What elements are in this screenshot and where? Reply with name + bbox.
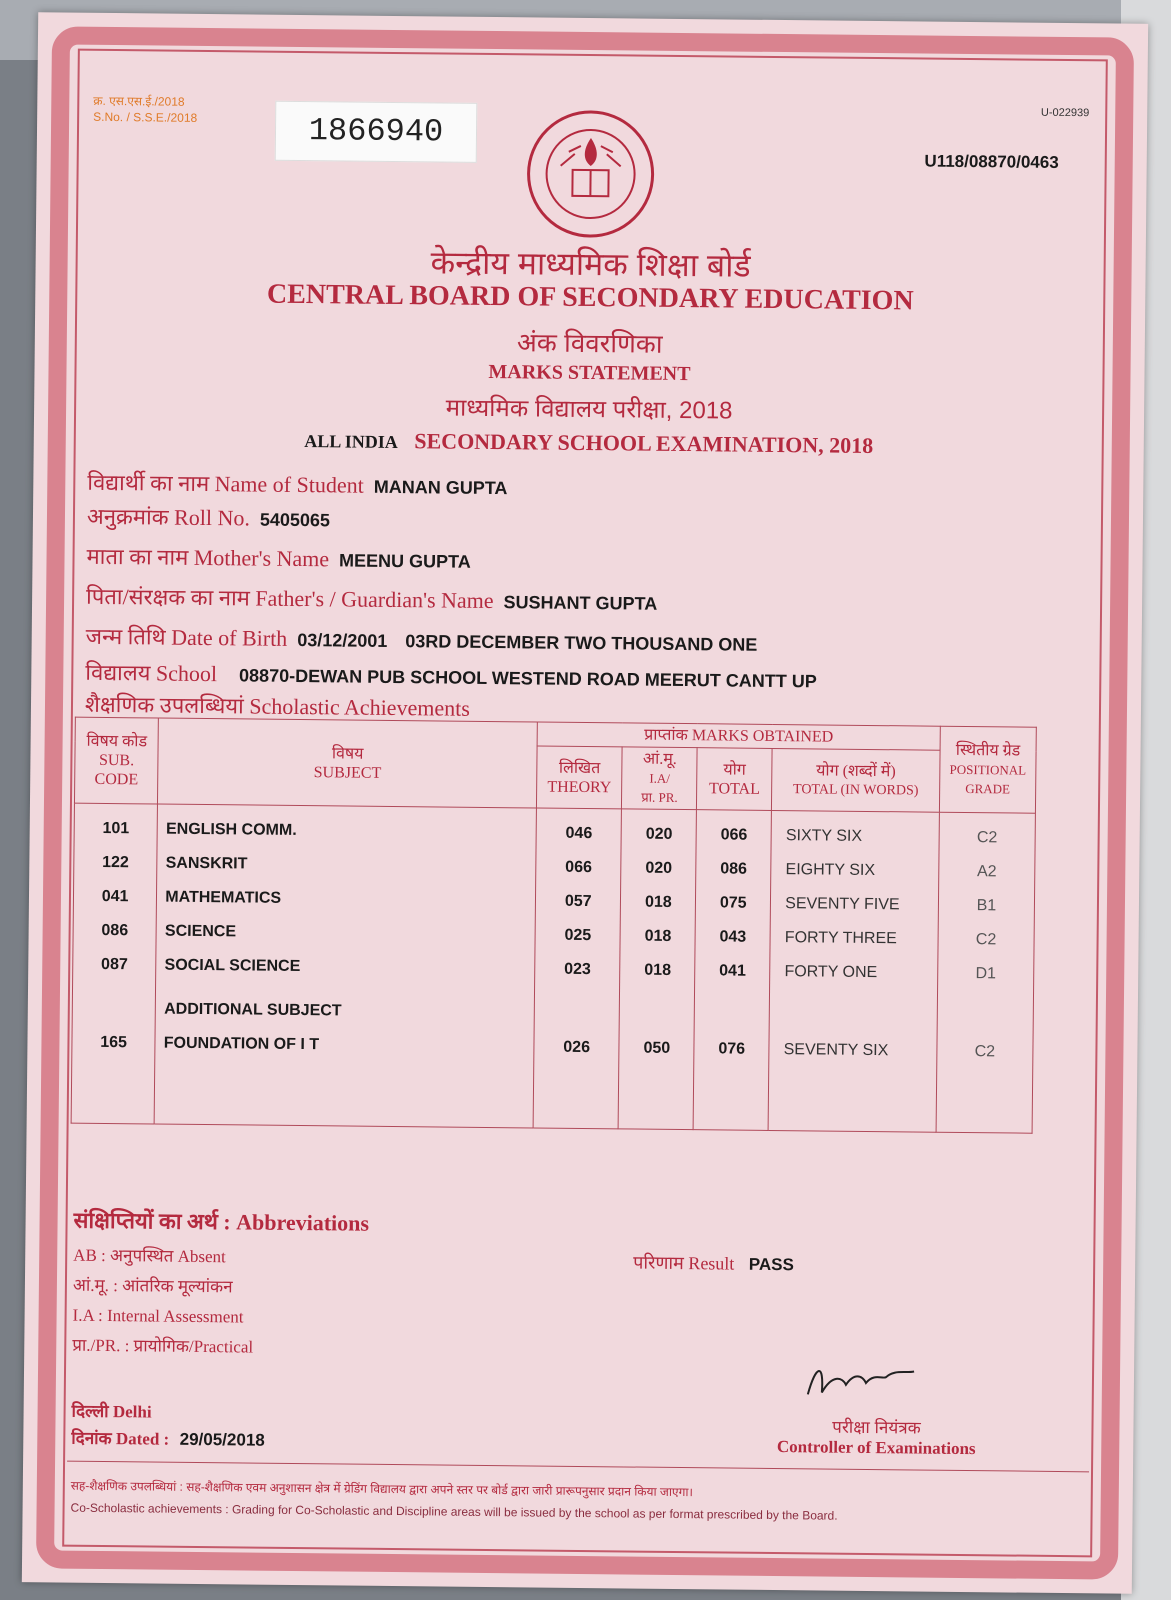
dob-label: जन्म तिथि Date of Birth [85,623,288,651]
marks-statement-document [22,12,1148,1594]
col-theory-header [536,746,622,809]
student-name-row [87,467,507,501]
grade-cell: D1 [975,965,997,983]
ia-cell: 018 [644,893,672,911]
code-header-en: SUB. CODE [94,751,139,789]
date-label: दिनांक Dated : [71,1428,170,1449]
exam-prefix: ALL INDIA [304,431,398,453]
total-header-hi: योग [723,760,746,779]
ia-cell-empty [624,987,690,1022]
total-header-en: TOTAL [708,779,760,798]
dob-words: 03RD DECEMBER TWO THOUSAND ONE [405,631,758,655]
subject-header-hi: विषय [331,744,364,763]
board-name-hindi: केन्द्रीय माध्यमिक शिक्षा बोर्ड [430,244,751,284]
place-date-block [71,1399,265,1451]
subject-cell: SOCIAL SCIENCE [164,956,301,976]
marks-table [71,717,1037,1134]
exam-name-hindi: माध्यमिक विद्यालय परीक्षा, 2018 [445,394,733,425]
grade-header-hi: स्थितीय ग्रेड [955,741,1021,760]
col-grade-header [939,726,1036,813]
roll-row [87,501,330,534]
abbreviations-block [72,1205,369,1364]
grade-cell: C2 [974,1043,996,1061]
controller-signature [802,1354,923,1410]
father-label: पिता/संरक्षक का नाम Father's / Guardian's Name [86,583,494,614]
school-row [85,657,817,695]
student-name: MANAN GUPTA [373,476,508,499]
grade-cell: B1 [976,897,997,915]
roll-number: 5405065 [259,509,331,531]
col-words-header [772,748,940,812]
document-title-hindi: अंक विवरणिका [516,327,663,359]
result-row [633,1251,794,1277]
words-cell: EIGHTY SIX [785,861,876,880]
col-code-header [74,717,158,804]
ia-cell: 018 [644,927,672,945]
father-row [86,581,657,617]
place: दिल्ली Delhi [71,1401,152,1422]
additional-subject-label: ADDITIONAL SUBJECT [164,1000,342,1020]
grade-cell: A2 [976,863,997,881]
subject-cell: SCIENCE [164,922,237,941]
abbrev-item: प्रा./PR. : प्रायोगिक/Practical [72,1335,254,1357]
abbrev-item: AB : अनुपस्थित Absent [73,1245,226,1267]
total-column [693,810,771,1131]
date-value: 29/05/2018 [179,1429,265,1450]
school-name: 08870-DEWAN PUB SCHOOL WESTEND ROAD MEERUT CANTT UP [238,665,817,692]
theory-column [533,808,622,1129]
marks-header-en: MARKS OBTAINED [691,727,834,746]
school-label: विद्यालय School [85,659,218,687]
grade-cell-empty [942,991,1029,1026]
code-header-hi: विषय कोड [86,732,148,751]
serial-number: 1866940 [275,101,478,163]
cbse-seal-logo [524,107,657,240]
father-name: SUSHANT GUPTA [503,592,658,614]
footnote-hindi: सह-शैक्षणिक उपलब्धियां : सह-शैक्षणिक एवम अनुशासन क्षेत्र में ग्रेडिंग विद्यालय द्वारा अपने स्तर पर बोर्ड द्वारा जारी प्रारूपनुसार प्रदान किया जाएगा। [70,1478,694,1500]
theory-cell: 066 [565,858,593,877]
top-code: U-022939 [1040,106,1090,120]
theory-cell: 026 [563,1038,591,1057]
ia-header-hi: आं.मू. [642,750,677,768]
grade-header-en: POSITIONAL GRADE [949,761,1027,797]
dob: 03/12/2001 [297,629,388,651]
theory-header-en: THEORY [547,778,612,796]
ia-header-en: I.A/ [649,770,671,786]
document-content [70,57,1099,1550]
abbreviations-title: संक्षिप्तियों का अर्थ : Abbreviations [73,1207,370,1236]
controller-block [761,1414,991,1459]
table-body-row [71,803,1035,1133]
total-cell: 066 [720,826,748,844]
grade-column [936,812,1035,1133]
marks-header-hi: प्राप्तांक [644,726,688,745]
ia-cell: 050 [643,1039,671,1057]
theory-cell-empty [539,987,616,1022]
subject-column [154,804,536,1128]
code-column [71,803,158,1124]
code-cell: 041 [101,887,129,906]
pr-header: प्रा. PR. [641,789,678,805]
words-header-hi: योग (शब्दों में) [816,761,896,780]
theory-cell: 025 [564,926,592,945]
words-cell: FORTY THREE [784,929,897,948]
exam-name-line [82,425,1096,462]
words-cell: SIXTY SIX [785,827,863,845]
words-cell-empty [784,989,933,1025]
footnote-english: Co-Scholastic achievements : Grading for Co-Scholastic and Discipline areas will be issued by the school as per format prescribed by the Board. [70,1500,838,1523]
col-ia-header [622,747,698,810]
mother-name: MEENU GUPTA [339,550,471,572]
code-cell: 165 [100,1033,128,1052]
abbrev-item: I.A : Internal Assessment [72,1305,244,1327]
controller-hindi: परीक्षा नियंत्रक [832,1417,921,1438]
code-cell: 122 [102,853,129,872]
words-column [768,810,939,1132]
document-title-english: MARKS STATEMENT [488,360,691,386]
code-cell: 101 [102,819,130,838]
subject-header-en: SUBJECT [313,763,382,782]
roll-label: अनुक्रमांक Roll No. [86,503,251,531]
mother-label: माता का नाम Mother's Name [86,543,330,572]
words-cell: SEVENTY SIX [783,1041,889,1060]
abbrev-item: आं.मू. : आंतरिक मूल्यांकन [72,1275,233,1297]
code-cell-empty [77,982,152,1017]
words-header-en: TOTAL (IN WORDS) [792,781,919,798]
grade-cell: C2 [976,829,998,847]
board-name-english: CENTRAL BOARD OF SECONDARY EDUCATION [266,278,914,317]
col-subject-header [158,718,538,808]
theory-header-hi: लिखित [558,759,601,777]
theory-cell: 023 [564,960,591,979]
ia-cell: 020 [645,825,673,843]
orange-ref-line-2: S.No. / S.S.E./2018 [93,109,198,125]
grade-cell: C2 [975,931,997,949]
subject-cell: FOUNDATION OF I T [163,1034,320,1054]
mother-row [86,541,471,575]
subject-cell: ENGLISH COMM. [165,820,297,839]
result-label: परिणाम Result [633,1252,735,1274]
footer-divider [67,1461,1089,1473]
scholastic-label: शैक्षणिक उपलब्धियां Scholastic Achievements [84,691,470,721]
total-cell: 076 [718,1040,746,1058]
dob-row [86,621,758,658]
controller-english: Controller of Examinations [776,1437,976,1459]
words-cell: SEVENTY FIVE [785,895,900,914]
col-total-header [697,748,773,811]
subject-cell: MATHEMATICS [165,888,282,907]
student-name-label: विद्यार्थी का नाम Name of Student [87,469,364,498]
total-cell: 043 [719,928,747,946]
total-cell: 086 [720,860,748,878]
code-cell: 087 [101,955,128,974]
code-cell: 086 [101,921,129,940]
theory-cell: 046 [565,824,593,843]
subject-cell: SANSKRIT [165,854,248,873]
theory-cell: 057 [564,892,592,911]
exam-name-english: SECONDARY SCHOOL EXAMINATION, 2018 [414,428,874,458]
total-cell: 041 [719,962,746,980]
result-value: PASS [748,1254,794,1275]
reference-orange [93,93,197,126]
total-cell-empty [699,988,765,1023]
ia-cell: 018 [644,961,672,979]
orange-ref-line-1: क्र. एस.एस.ई./2018 [93,93,185,109]
words-cell: FORTY ONE [784,963,878,982]
total-cell: 075 [719,894,747,912]
ia-column [619,809,697,1130]
ia-cell: 020 [645,859,673,877]
document-number: U118/08870/0463 [924,151,1059,172]
